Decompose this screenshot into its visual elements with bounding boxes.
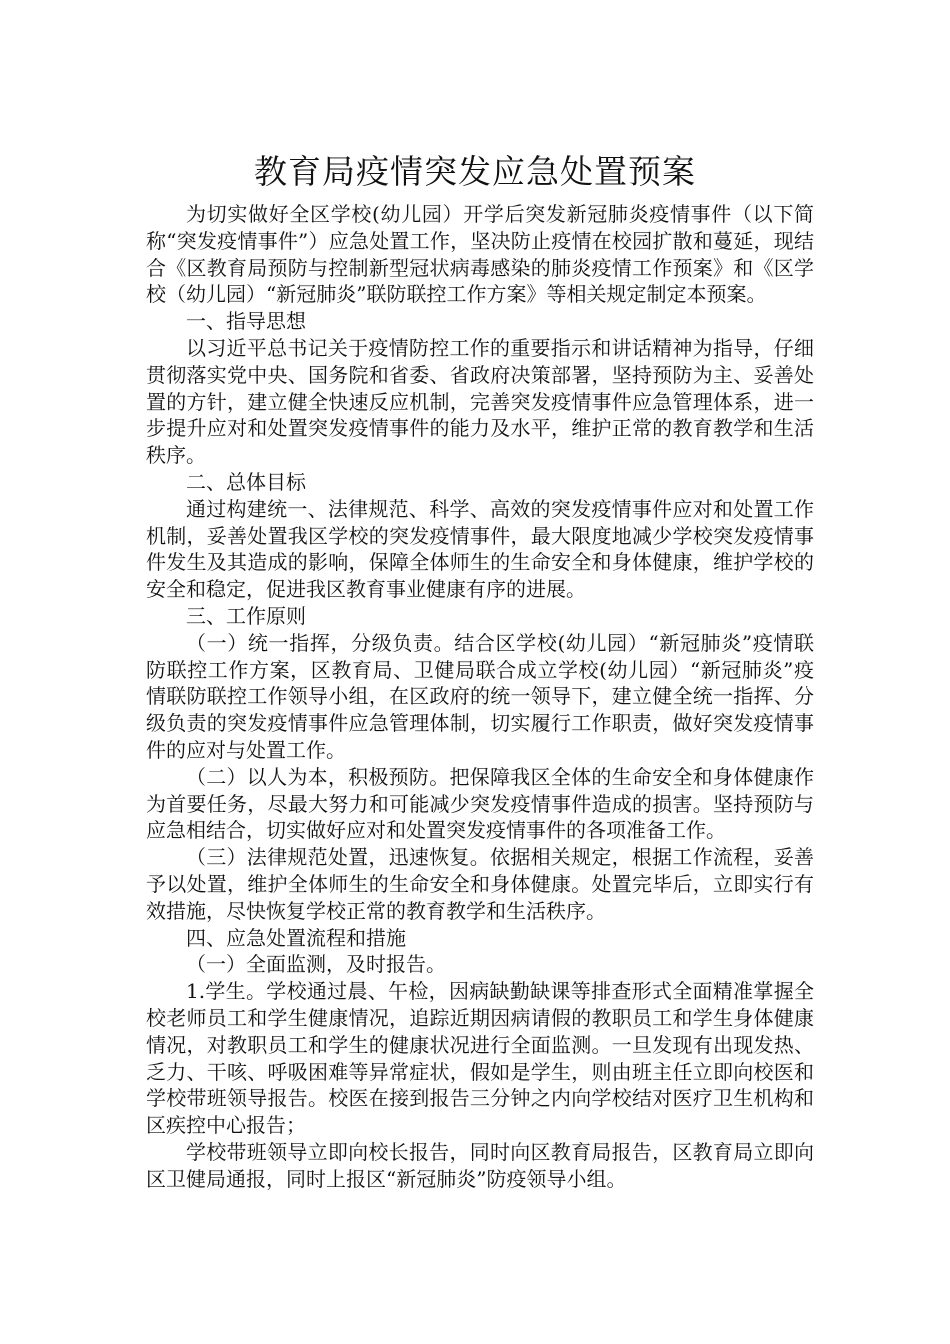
section-heading-emergency-procedures: 四、应急处置流程和措施 — [186, 925, 406, 950]
document-title: 教育局疫情突发应急处置预案 — [254, 152, 696, 192]
body-paragraph: （三）法律规范处置，迅速恢复。依据相关规定，根据工作流程，妥善予以处置，维护全体师生的生命安全和身体健康。处置完毕后，立即实行有效措施，尽快恢复学校正常的教育教学和生活秩序。 — [146, 845, 814, 923]
intro-paragraph: 为切实做好全区学校(幼儿园）开学后突发新冠肺炎疫情事件（以下简称“突发疫情事件”）应急处置工作，坚决防止疫情在校园扩散和蔓延，现结合《区教育局预防与控制新型冠状病毒感染的肺炎疫情工作预案》和《区学校（幼儿园）“新冠肺炎”联防联控工作方案》等相关规定制定本预案。 — [146, 202, 814, 307]
body-paragraph: （一）统一指挥，分级负责。结合区学校(幼儿园）“新冠肺炎”疫情联防联控工作方案，区教育局、卫健局联合成立学校(幼儿园）“新冠肺炎”疫情联防联控工作领导小组，在区政府的统一领导下，建立健全统一指挥、分级负责的突发疫情事件应急管理体制，切实履行工作职责，做好突发疫情事件的应对与处置工作。 — [146, 630, 814, 762]
body-paragraph: 以习近平总书记关于疫情防控工作的重要指示和讲话精神为指导，仔细贯彻落实党中央、国务院和省委、省政府决策部署，坚持预防为主、妥善处置的方针，建立健全快速反应机制，完善突发疫情事件应急管理体系，进一步提升应对和处置突发疫情事件的能力及水平，维护正常的教育教学和生活秩序。 — [146, 335, 814, 468]
document-body — [146, 201, 814, 1192]
body-paragraph: 学校带班领导立即向校长报告，同时向区教育局报告，区教育局立即向区卫健局通报，同时上报区“新冠肺炎”防疫领导小组。 — [146, 1139, 814, 1191]
section-heading-guiding-thought: 一、指导思想 — [186, 309, 306, 334]
subsection-heading: （一）全面监测，及时报告。 — [186, 952, 446, 977]
body-paragraph: 通过构建统一、法律规范、科学、高效的突发疫情事件应对和处置工作机制，妥善处置我区学校的突发疫情事件，最大限度地减少学校突发疫情事件发生及其造成的影响，保障全体师生的生命安全和身体健康，维护学校的安全和稳定，促进我区教育事业健康有序的进展。 — [146, 496, 814, 602]
section-heading-overall-goal: 二、总体目标 — [186, 469, 306, 494]
body-paragraph: 1.学生。学校通过晨、午检，因病缺勤缺课等排查形式全面精准掌握全校老师员工和学生健康情况，追踪近期因病请假的教职员工和学生身体健康情况，对教职员工和学生的健康状况进行全面监测。一旦发现有出现发热、乏力、干咳、呼吸困难等异常症状，假如是学生，则由班主任立即向校医和学校带班领导报告。校医在接到报告三分钟之内向学校结对医疗卫生机构和区疾控中心报告； — [146, 979, 814, 1138]
section-heading-work-principles: 三、工作原则 — [186, 603, 306, 628]
body-paragraph: （二）以人为本，积极预防。把保障我区全体的生命安全和身体健康作为首要任务，尽最大努力和可能减少突发疫情事件造成的损害。坚持预防与应急相结合，切实做好应对和处置突发疫情事件的各项准备工作。 — [146, 764, 814, 843]
